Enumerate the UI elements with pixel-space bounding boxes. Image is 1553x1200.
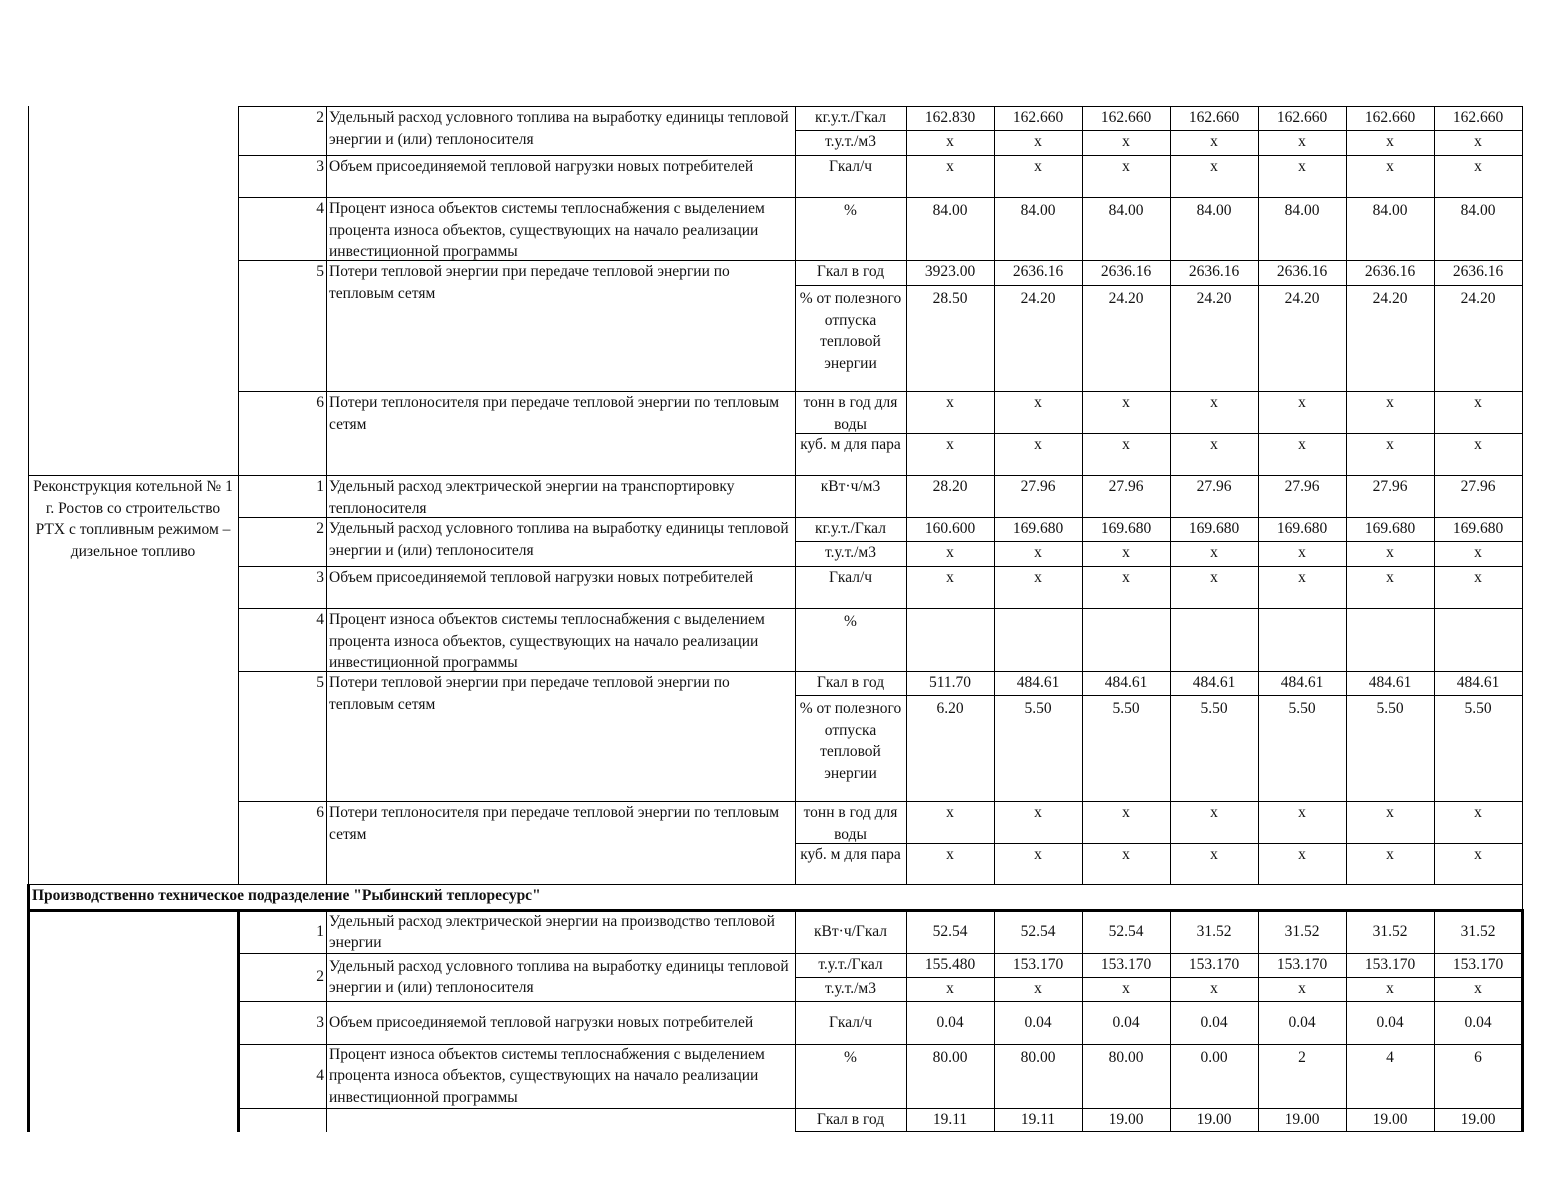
value-cell: x [946,569,954,586]
value-cell: x [1034,158,1042,175]
value-cell: 169.680 [1364,520,1416,537]
value-cell: x [1386,980,1394,998]
table-rule [1082,106,1083,885]
table-rule [906,909,907,1132]
row-number: 2 [316,109,324,126]
value-cell [1082,608,1170,671]
value-cell: 84.00 [1196,202,1232,219]
indicator-name: Удельный расход электрической энергии на производство тепловой энергии [329,912,775,951]
value-cell: 5.50 [1112,700,1140,717]
row-number: 1 [316,923,324,941]
table-rule [326,909,327,1132]
table-rule [1346,909,1347,1132]
row-number: 5 [316,674,324,691]
unit-cell: кг.у.т./Гкал [815,520,886,537]
value-cell: 160.600 [924,520,976,537]
value-cell: x [1034,133,1042,150]
table-rule [1522,884,1523,911]
value-cell: x [1298,569,1306,586]
table-rule [1522,106,1523,885]
table-rule [238,801,1523,802]
row-number: 4 [316,1067,324,1085]
indicator-name: Объем присоединяемой тепловой нагрузки новых потребителей [329,158,754,175]
table-rule [238,517,1523,518]
value-cell: 0.04 [1024,1013,1052,1031]
row-number: 5 [316,263,324,280]
value-cell: x [1122,394,1130,411]
value-cell: x [1298,436,1306,453]
table-rule [795,695,1523,696]
value-cell: 484.61 [1016,674,1060,691]
table-rule [27,884,30,1132]
value-cell: 27.96 [1108,478,1144,495]
value-cell: 162.660 [1188,109,1240,126]
table-rule [238,197,1523,198]
unit-cell: куб. м для пара [800,846,901,863]
value-cell: 24.20 [1372,290,1408,307]
table-rule [238,106,1523,107]
value-cell: 80.00 [1020,1049,1056,1066]
value-cell: x [946,980,954,998]
value-cell: x [946,133,954,150]
value-cell: 19.00 [1460,1111,1496,1129]
value-cell: x [1298,980,1306,998]
unit-cell: Гкал в год [816,263,885,280]
value-cell: x [1298,133,1306,150]
value-cell: 484.61 [1368,674,1412,691]
indicator-name: Процент износа объектов системы теплоснабжения с выделением процента износа объектов, существующих на начало реализации инвестиционной программы [329,200,765,260]
value-cell: 162.660 [1276,109,1328,126]
value-cell: x [1474,980,1482,998]
value-cell: 84.00 [1108,202,1144,219]
value-cell: x [1034,544,1042,561]
table-rule [1170,106,1171,885]
value-cell: 19.00 [1196,1111,1232,1129]
indicator-name: Потери тепловой энергии при передаче тепловой энергии по тепловым сетям [329,263,730,302]
row-number: 3 [316,158,324,175]
value-cell: 153.170 [1452,956,1504,974]
table-rule [795,909,796,1132]
value-cell: x [1122,544,1130,561]
value-cell: 28.20 [932,478,968,495]
value-cell: 0.04 [1200,1013,1228,1031]
value-cell [1170,608,1258,671]
value-cell: x [946,436,954,453]
value-cell: x [1122,980,1130,998]
value-cell: 2636.16 [1100,263,1152,280]
value-cell: 0.00 [1200,1049,1228,1066]
value-cell: x [1298,394,1306,411]
unit-cell: Гкал/ч [828,569,873,586]
table-rule [238,671,1523,672]
value-cell: 484.61 [1192,674,1236,691]
value-cell: 6.20 [936,700,964,717]
unit-cell: % от полезного отпуска тепловой энергии [799,290,902,372]
value-cell: x [1210,158,1218,175]
unit-cell: тонн в год для воды [803,804,898,843]
value-cell: x [1474,544,1482,561]
value-cell: x [1386,158,1394,175]
value-cell: 153.170 [1100,956,1152,974]
value-cell: x [1210,980,1218,998]
value-cell: 19.00 [1108,1111,1144,1129]
table-rule [238,155,1523,156]
value-cell: x [1474,804,1482,821]
value-cell: 80.00 [932,1049,968,1066]
value-cell: 153.170 [1188,956,1240,974]
value-cell: 484.61 [1280,674,1324,691]
value-cell: x [1474,436,1482,453]
value-cell: 52.54 [1020,923,1056,941]
indicator-name: Потери тепловой энергии при передаче тепловой энергии по тепловым сетям [329,674,730,713]
unit-cell: т.у.т./м3 [825,133,876,150]
row-number: 1 [316,478,324,495]
value-cell: 2636.16 [1364,263,1416,280]
table-rule [795,843,1523,844]
unit-cell: кВт·ч/м3 [820,478,881,495]
value-cell: 153.170 [1276,956,1328,974]
unit-cell: т.у.т./м3 [825,980,876,998]
value-cell: 31.52 [1196,923,1232,941]
table-rule [237,909,240,1132]
value-cell: 24.20 [1020,290,1056,307]
row-number: 4 [316,611,324,628]
table-rule [1346,106,1347,885]
value-cell: x [1386,394,1394,411]
value-cell: x [1122,133,1130,150]
table-rule [994,909,995,1132]
table-rule [28,884,1523,885]
table-rule [1434,106,1435,885]
value-cell: x [946,394,954,411]
value-cell: 169.680 [1188,520,1240,537]
value-cell: 4 [1386,1049,1394,1066]
indicator-name: Объем присоединяемой тепловой нагрузки новых потребителей [329,569,754,586]
value-cell: x [1210,394,1218,411]
indicator-name: Процент износа объектов системы теплоснабжения с выделением процента износа объектов, существующих на начало реализации инвестиционной программы [329,611,765,671]
value-cell: 52.54 [1108,923,1144,941]
value-cell: 28.50 [932,290,968,307]
table-rule [795,130,1523,131]
value-cell: 162.660 [1364,109,1416,126]
value-cell: x [1386,436,1394,453]
value-cell: 169.680 [1100,520,1152,537]
value-cell: x [1034,804,1042,821]
row-number: 2 [316,520,324,537]
unit-cell: Гкал/ч [828,158,873,175]
value-cell: x [1298,846,1306,863]
unit-cell: кг.у.т./Гкал [815,109,886,126]
value-cell [906,608,994,671]
value-cell: 5.50 [1376,700,1404,717]
table-rule [238,1001,1523,1002]
value-cell: 0.04 [1112,1013,1140,1031]
value-cell: 162.660 [1452,109,1504,126]
value-cell: 31.52 [1460,923,1496,941]
table-rule [28,475,1523,476]
value-cell: x [1298,158,1306,175]
value-cell: 0.04 [1464,1013,1492,1031]
row-number [238,1108,326,1132]
object-name: Реконструкция котельной № 1 г. Ростов со строительство РТХ с топливным режимом – дизельное топливо [33,478,233,560]
value-cell: 27.96 [1460,478,1496,495]
value-cell: 31.52 [1372,923,1408,941]
row-number: 3 [316,569,324,586]
value-cell: x [1210,569,1218,586]
value-cell: 162.660 [1100,109,1152,126]
value-cell: x [1122,436,1130,453]
table-rule [795,285,1523,286]
table-rule [1258,909,1259,1132]
unit-cell: Гкал/ч [828,1013,873,1031]
value-cell: x [1210,133,1218,150]
value-cell: 27.96 [1020,478,1056,495]
value-cell: x [1474,158,1482,175]
value-cell: 484.61 [1104,674,1148,691]
unit-cell: % [844,1049,857,1066]
value-cell: x [946,158,954,175]
value-cell: 153.170 [1364,956,1416,974]
value-cell: 2636.16 [1188,263,1240,280]
table-rule [238,391,1523,392]
unit-cell: Гкал в год [816,674,885,691]
table-rule [795,541,1523,542]
unit-cell: тонн в год для воды [803,394,898,433]
value-cell: 84.00 [1372,202,1408,219]
value-cell: x [1474,394,1482,411]
value-cell [1346,608,1434,671]
table-rule [238,953,1523,954]
value-cell: x [1210,846,1218,863]
value-cell: x [1122,804,1130,821]
value-cell: x [1122,569,1130,586]
value-cell: 5.50 [1024,700,1052,717]
table-rule [906,106,907,885]
value-cell: 162.660 [1012,109,1064,126]
value-cell: 24.20 [1284,290,1320,307]
value-cell: 155.480 [924,956,976,974]
table-rule [994,106,995,885]
indicator-name [326,1108,795,1132]
value-cell: x [946,846,954,863]
indicator-name: Удельный расход условного топлива на выработку единицы тепловой энергии и (или) теплоносителя [329,520,789,559]
value-cell [994,608,1082,671]
value-cell: 19.00 [1284,1111,1320,1129]
table-rule [1082,909,1083,1132]
value-cell: 24.20 [1108,290,1144,307]
value-cell: 84.00 [1020,202,1056,219]
section-heading: Производственно техническое подразделение "Рыбинский теплоресурс" [32,887,541,904]
table-rule [1434,909,1435,1132]
value-cell: 5.50 [1200,700,1228,717]
table-rule [238,106,239,885]
value-cell: 31.52 [1284,923,1320,941]
value-cell: x [1474,569,1482,586]
value-cell: 169.680 [1012,520,1064,537]
row-number: 6 [316,804,324,821]
row-number: 4 [316,200,324,217]
table-rule [1170,909,1171,1132]
value-cell: x [946,804,954,821]
value-cell: 0.04 [936,1013,964,1031]
value-cell: x [1386,569,1394,586]
value-cell: x [1210,436,1218,453]
value-cell: x [1298,804,1306,821]
value-cell: x [1474,846,1482,863]
value-cell: 169.680 [1276,520,1328,537]
value-cell: 27.96 [1372,478,1408,495]
indicator-name: Объем присоединяемой тепловой нагрузки новых потребителей [329,1013,754,1031]
value-cell: 27.96 [1284,478,1320,495]
value-cell: 19.11 [1020,1111,1056,1129]
value-cell: x [1386,133,1394,150]
value-cell: 2636.16 [1012,263,1064,280]
indicator-name: Процент износа объектов системы теплоснабжения с выделением процента износа объектов, существующих на начало реализации инвестиционной программы [329,1045,765,1106]
value-cell: x [1034,980,1042,998]
row-number: 3 [316,1013,324,1031]
value-cell: x [1210,544,1218,561]
value-cell: 84.00 [1284,202,1320,219]
value-cell: 84.00 [932,202,968,219]
value-cell: x [1034,436,1042,453]
value-cell: 3923.00 [924,263,976,280]
value-cell: x [1298,544,1306,561]
value-cell: 0.04 [1288,1013,1316,1031]
value-cell: x [1034,394,1042,411]
value-cell: 5.50 [1464,700,1492,717]
row-number: 2 [316,968,324,986]
table-rule [326,106,327,885]
table-rule [238,1108,1523,1109]
indicator-name: Потери теплоносителя при передаче тепловой энергии по тепловым сетям [329,394,780,433]
indicator-name: Потери теплоносителя при передаче тепловой энергии по тепловым сетям [329,804,780,843]
table-rule [238,608,1523,609]
unit-cell: Гкал в год [816,1111,885,1129]
table-rule [795,1131,1523,1132]
value-cell: 169.680 [1452,520,1504,537]
value-cell: 0.04 [1376,1013,1404,1031]
table-rule [1521,909,1524,1132]
value-cell: 24.20 [1196,290,1232,307]
value-cell: 162.830 [924,109,976,126]
value-cell: x [1034,846,1042,863]
value-cell: 84.00 [1460,202,1496,219]
table-rule [795,106,796,885]
value-cell: 27.96 [1196,478,1232,495]
value-cell: x [1386,804,1394,821]
value-cell: x [1122,846,1130,863]
value-cell: x [1474,133,1482,150]
unit-cell: т.у.т./м3 [825,544,876,561]
value-cell: 19.11 [932,1111,968,1129]
value-cell: 6 [1474,1049,1482,1066]
value-cell: 2636.16 [1452,263,1504,280]
value-cell: 484.61 [1456,674,1500,691]
value-cell: 24.20 [1460,290,1496,307]
unit-cell: % от полезного отпуска тепловой энергии [799,700,902,782]
value-cell: 153.170 [1012,956,1064,974]
table-rule [28,106,29,885]
table-rule [795,433,1523,434]
table-rule [238,1044,1523,1045]
table-rule [238,260,1523,261]
unit-cell: куб. м для пара [800,436,901,453]
unit-cell: % [844,613,857,630]
value-cell [1258,608,1346,671]
value-cell: 511.70 [928,674,972,691]
table-rule [795,977,1523,978]
value-cell: 2636.16 [1276,263,1328,280]
value-cell: x [1122,158,1130,175]
table-rule [238,566,1523,567]
row-number: 6 [316,394,324,411]
unit-cell: т.у.т./Гкал [818,956,883,974]
value-cell: 2 [1298,1049,1306,1066]
indicator-name: Удельный расход электрической энергии на транспортировку теплоносителя [329,478,735,517]
indicator-name: Удельный расход условного топлива на выработку единицы тепловой энергии и (или) теплоносителя [329,109,789,148]
value-cell: 5.50 [1288,700,1316,717]
value-cell: x [1386,846,1394,863]
unit-cell: % [844,202,857,219]
value-cell: 52.54 [932,923,968,941]
value-cell: x [1034,569,1042,586]
value-cell: 19.00 [1372,1111,1408,1129]
table-rule [1258,106,1259,885]
table-rule [28,909,1524,912]
value-cell [1434,608,1522,671]
unit-cell: кВт·ч/Гкал [814,923,887,941]
value-cell: x [1386,544,1394,561]
value-cell: x [1210,804,1218,821]
indicator-name: Удельный расход условного топлива на выработку единицы тепловой энергии и (или) теплоносителя [329,957,789,996]
value-cell: 80.00 [1108,1049,1144,1066]
value-cell: x [946,544,954,561]
